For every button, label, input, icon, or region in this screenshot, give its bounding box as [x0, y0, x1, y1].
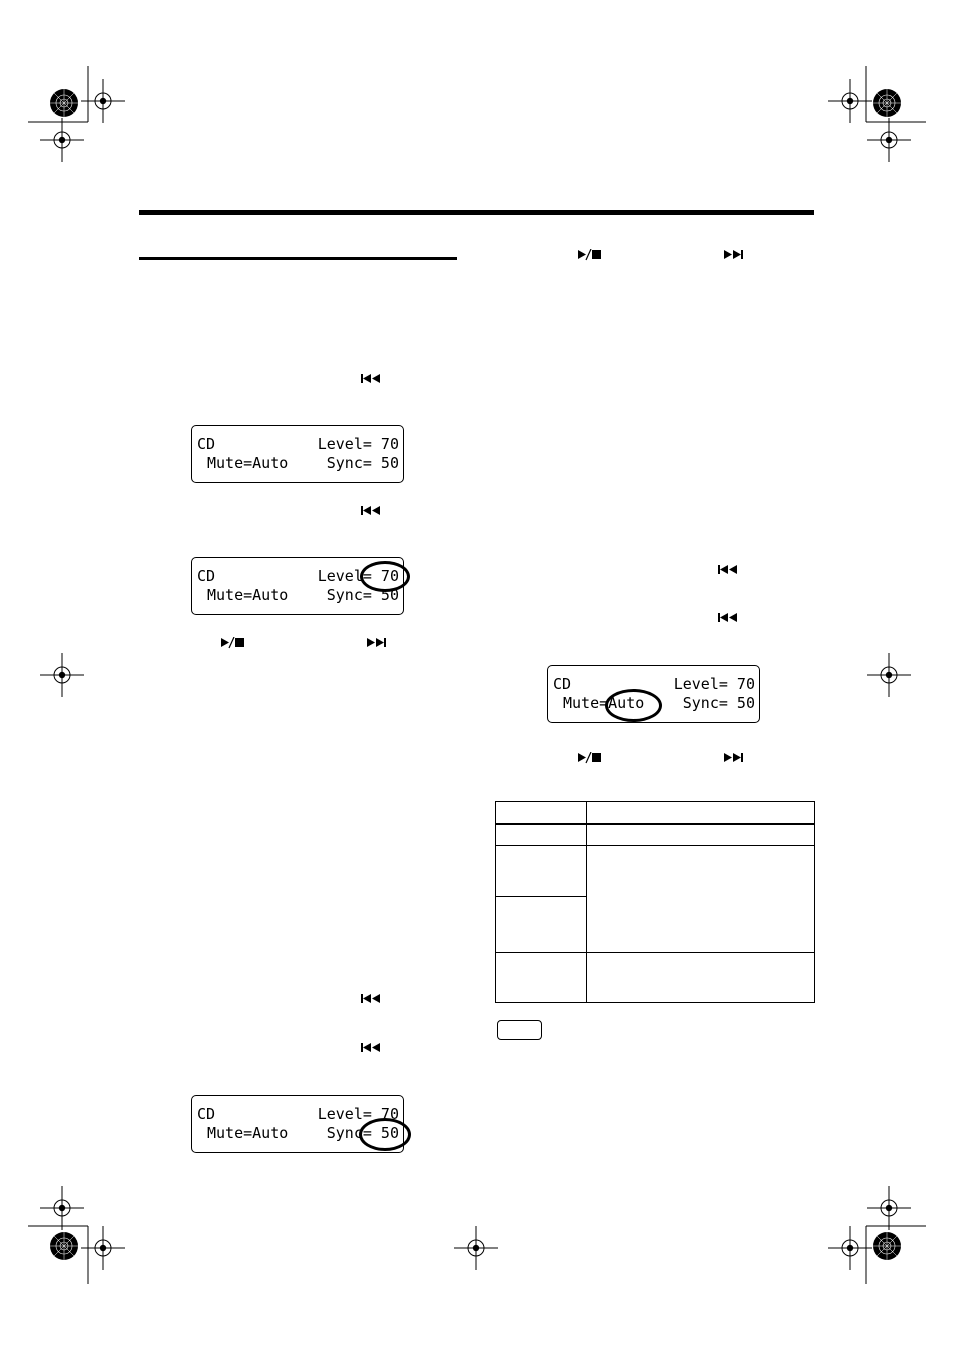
fast-forward-icon	[723, 752, 745, 764]
level-value-highlight	[360, 561, 410, 592]
table-row	[496, 824, 815, 846]
rewind-to-start-icon	[360, 993, 382, 1005]
mute-value-highlight	[605, 689, 662, 722]
table-cell	[587, 846, 815, 953]
lcd-source: CD	[197, 435, 216, 453]
table-cell	[496, 846, 587, 897]
table-row	[496, 846, 815, 897]
lcd-mute: Mute=Auto	[207, 454, 289, 472]
lcd-display	[191, 425, 404, 483]
lcd-sync: Sync= 50	[682, 694, 755, 712]
lcd-level: Level= 70	[673, 675, 755, 693]
lcd-mute: Mute=Auto	[563, 694, 645, 712]
rewind-to-start-icon	[717, 612, 739, 624]
lcd-mute: Mute=Auto	[207, 1124, 289, 1142]
table-header-row	[496, 802, 815, 825]
sync-value-highlight	[359, 1118, 411, 1151]
table-row	[496, 953, 815, 1003]
fast-forward-icon	[723, 249, 745, 261]
lcd-sync: Sync= 50	[326, 586, 399, 604]
lcd-source: CD	[197, 1105, 216, 1123]
play-stop-icon	[220, 637, 242, 649]
lcd-source: CD	[197, 567, 216, 585]
rewind-to-start-icon	[360, 373, 382, 385]
lcd-sync: Sync= 50	[326, 1124, 399, 1142]
table-cell	[496, 824, 587, 846]
lcd-level: Level= 70	[317, 567, 399, 585]
rewind-to-start-icon	[717, 564, 739, 576]
table-header-cell	[496, 802, 587, 825]
lcd-level: Level= 70	[317, 1105, 399, 1123]
lcd-sync: Sync= 50	[326, 454, 399, 472]
table-header-cell	[587, 802, 815, 825]
play-stop-icon	[577, 752, 599, 764]
lcd-source: CD	[553, 675, 572, 693]
lcd-level: Level= 70	[317, 435, 399, 453]
table-cell	[587, 953, 815, 1003]
table-cell	[496, 897, 587, 953]
lcd-mute: Mute=Auto	[207, 586, 289, 604]
table-cell	[496, 953, 587, 1003]
fast-forward-icon	[366, 637, 388, 649]
rewind-to-start-icon	[360, 505, 382, 517]
table-cell	[587, 824, 815, 846]
note-label-box	[497, 1020, 542, 1040]
mute-mode-table	[495, 801, 815, 1003]
rewind-to-start-icon	[360, 1042, 382, 1054]
play-stop-icon	[577, 249, 599, 261]
